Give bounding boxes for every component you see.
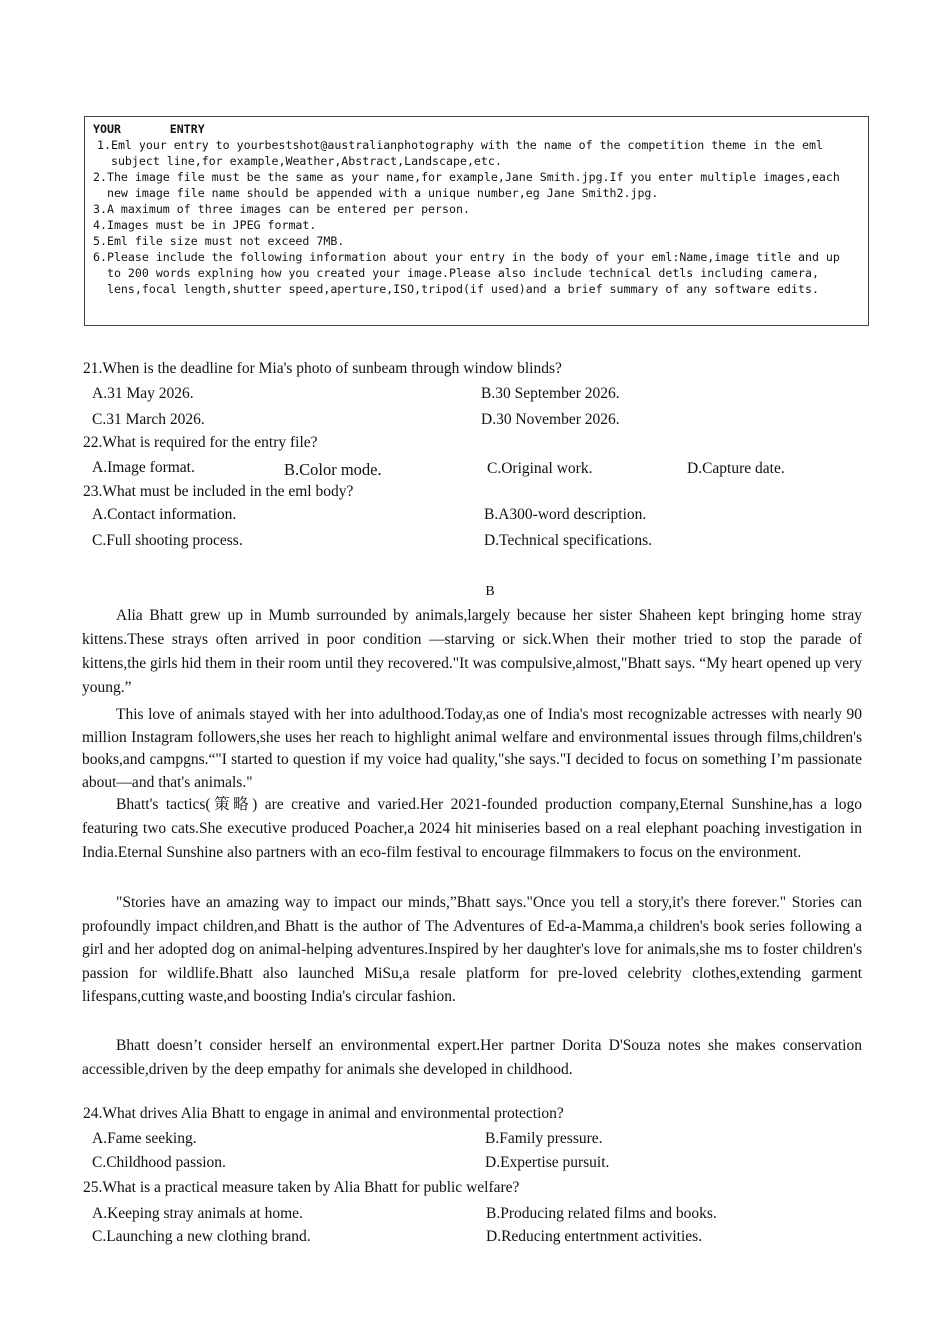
passage-paragraph-5: Bhatt doesn’t consider herself an environmental expert.Her partner Dorita D'Souza notes she makes conservation accessible,driven by the deep empathy for animals she developed in childhood. (82, 1037, 862, 1078)
entry-rule-number: 4. (93, 218, 107, 232)
entry-rule-2 (93, 169, 860, 201)
question-24-stem: 24.What drives Alia Bhatt to engage in animal and environmental protection? (83, 1105, 564, 1122)
entry-rule-number: 3. (93, 202, 107, 216)
entry-rule-number: 2. (93, 170, 107, 184)
entry-title: YOUR ENTRY (93, 122, 205, 136)
question-22-option-d: D.Capture date. (687, 460, 785, 477)
entry-rule-text: Please include the following information about your entry in the body of your eml:Name,image title and up to 200 words explning how you created your image.Please also include technical detls including camera, lens,focal length,shutter speed,aperture,ISO,tripod(if used)and a brief summary of any software edits. (106, 250, 840, 296)
entry-rule-5 (93, 233, 860, 249)
question-22-stem: 22.What is required for the entry file? (83, 434, 318, 451)
question-22-option-a: A.Image format. (92, 459, 195, 476)
entry-rule-text: Images must be in JPEG format. (106, 218, 317, 232)
question-23-option-a: A.Contact information. (92, 506, 237, 523)
question-24-option-d: D.Expertise pursuit. (485, 1154, 610, 1171)
question-21-option-a: A.31 May 2026. (92, 385, 194, 402)
question-25-option-a: A.Keeping stray animals at home. (92, 1205, 303, 1222)
passage-paragraph-3: Bhatt's tactics(策略) are creative and varied.Her 2021-founded production company,Eternal Sunshine,has a logo featuring two cats.She executive produced Poacher,a 2024 hit miniseries based on a real elephant poaching investigation in India.Eternal Sunshine also partners with an eco-film festival to encourage filmmakers to focus on the environment. (82, 796, 862, 861)
passage-paragraph-1: Alia Bhatt grew up in Mumb surrounded by animals,largely because her sister Shaheen kept bringing home stray kittens.These strays often arrived in poor condition —starving or sick.When their mother tried to stop the parade of kittens,the girls hid them in their room until they recovered."It was compulsive,almost,"Bhatt says. “My heart opened up very young.” (82, 607, 862, 696)
question-22-option-c: C.Original work. (487, 460, 593, 477)
entry-rule-text: A maximum of three images can be entered per person. (106, 202, 470, 216)
entry-rule-text: Eml your entry to yourbestshot@australianphotography with the name of the competition theme in the eml subject line,for example,Weather,Abstract,Landscape,etc. (110, 138, 823, 168)
question-23-stem: 23.What must be included in the eml body? (83, 483, 354, 500)
entry-rule-number: 5. (93, 234, 107, 248)
question-24-option-c: C.Childhood passion. (92, 1154, 226, 1171)
entry-rule-number: 6. (93, 250, 107, 264)
entry-rule-text: The image file must be the same as your name,for example,Jane Smith.jpg.If you enter multiple images,each new image file name should be appended with a unique number,eg Jane Smith2.jpg. (106, 170, 840, 200)
entry-rule-4 (93, 217, 860, 233)
question-24-option-b: B.Family pressure. (485, 1130, 603, 1147)
entry-rule-number: 1. (97, 138, 111, 152)
question-25-option-c: C.Launching a new clothing brand. (92, 1228, 311, 1245)
entry-rule-text: Eml file size must not exceed 7MB. (106, 234, 345, 248)
entry-rule-6 (93, 249, 860, 297)
question-22-option-b: B.Color mode. (284, 460, 382, 479)
question-21-stem: 21.When is the deadline for Mia's photo of sunbeam through window blinds? (83, 360, 562, 377)
entry-rules-box (84, 116, 869, 326)
question-23-option-d: D.Technical specifications. (484, 532, 653, 549)
question-21-option-d: D.30 November 2026. (481, 411, 620, 428)
question-24-option-a: A.Fame seeking. (92, 1130, 197, 1147)
question-23-option-c: C.Full shooting process. (92, 532, 243, 549)
question-25-option-d: D.Reducing entertnment activities. (486, 1228, 703, 1245)
question-23-option-b: B.A300-word description. (484, 506, 647, 523)
section-b-label: B (485, 584, 495, 599)
passage-paragraph-2: This love of animals stayed with her into adulthood.Today,as one of India's most recognizable actresses with nearly 90 million Instagram followers,she uses her reach to highlight animal welfare and environmental issues through films,children's books,and campgns.“"I started to question if my voice had quality,"she says."I decided to focus on something I’m passionate about—and that's animals." (82, 706, 862, 791)
question-25-option-b: B.Producing related films and books. (486, 1205, 717, 1222)
entry-rule-1 (93, 137, 860, 169)
entry-rule-3 (93, 201, 860, 217)
passage-paragraph-4: "Stories have an amazing way to impact our minds,”Bhatt says."Once you tell a story,it's there forever." Stories can profoundly impact children,and Bhatt is the author of The Adventures of Ed-a-Mamma,a children's book series following a girl and her adopted dog on animal-helping adventures.Inspired by her daughter's love for animals,she ms to foster children's passion for wildlife.Bhatt also launched MiSu,a resale platform for pre-loved celebrity clothes,extending garment lifespans,cutting waste,and boosting India's circular fashion. (82, 894, 862, 1005)
question-21-option-c: C.31 March 2026. (92, 411, 205, 428)
question-25-stem: 25.What is a practical measure taken by Alia Bhatt for public welfare? (83, 1179, 520, 1196)
question-21-option-b: B.30 September 2026. (481, 385, 620, 402)
